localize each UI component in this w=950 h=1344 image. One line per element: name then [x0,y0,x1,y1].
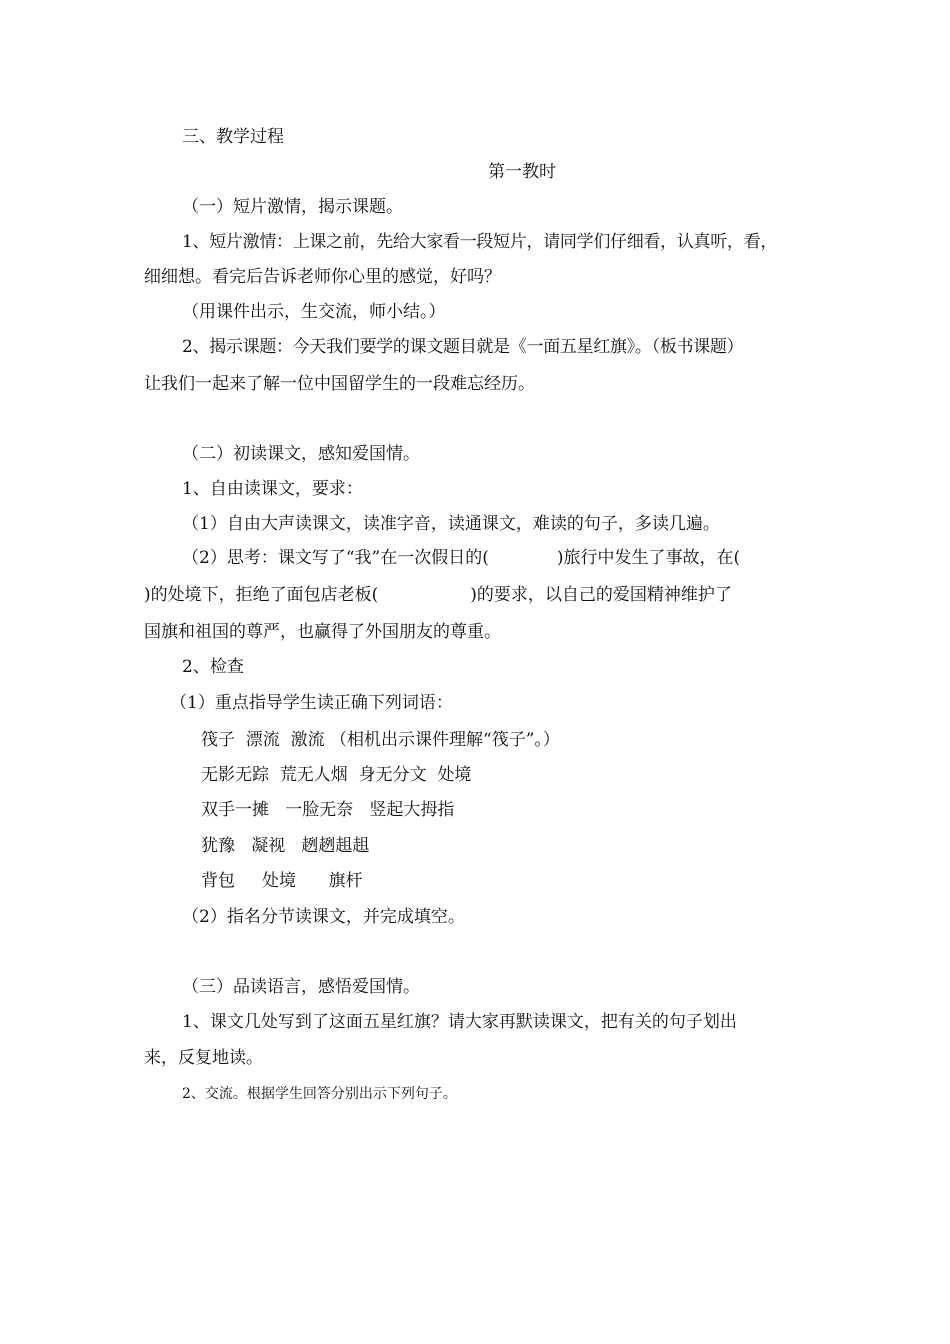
part1-item2-line2: 让我们一起来了解一位中国留学生的一段难忘经历。 [144,374,535,394]
part1-note: （用课件出示，生交流，师小结。） [182,302,446,322]
part2-req1: （1）自由大声读课文，读准字音，读通课文，难读的句子，多读几遍。 [182,514,720,534]
part1-item1-line1: 1、短片激情：上课之前，先给大家看一段短片，请同学们仔细看，认真听，看， [182,232,778,252]
req2-text-d: )的要求，以自己的爱国精神维护了 [470,585,732,605]
word-row: 犹豫 凝视 趔趔趄趄 [201,836,370,856]
part2-check1: （1）重点指导学生读正确下列词语： [170,693,453,713]
part2-heading: （二）初读课文，感知爱国情。 [182,444,420,464]
lesson-title: 第一教时 [488,162,556,182]
word-row: 背包 处境 旗杆 [201,871,363,891]
part3-item1-line1: 1、课文几处写到了这面五星红旗？请大家再默读课文，把有关的句子划出 [182,1012,737,1032]
req2-text-c: )的处境下，拒绝了面包店老板( [144,585,379,605]
part1-heading: （一）短片激情，揭示课题。 [182,197,403,217]
part3-heading: （三）品读语言，感悟爱国情。 [182,977,420,997]
part2-check2: （2）指名分节读课文，并完成填空。 [182,907,465,927]
part2-req2-line1 [182,547,740,569]
part2-item1: 1、自由读课文，要求： [182,479,363,499]
part1-item2-line1: 2、揭示课题：今天我们要学的课文题目就是《一面五星红旗》。（板书课题） [182,337,744,357]
part3-item1-line2: 来，反复地读。 [144,1048,263,1068]
part3-item2: 2、交流。根据学生回答分别出示下列句子。 [182,1086,457,1102]
req2-text-b: )旅行中发生了事故，在( [556,548,741,568]
part1-item1-line2: 细细想。看完后告诉老师你心里的感觉，好吗？ [144,267,501,287]
word-row: 无影无踪 荒无人烟 身无分文 处境 [201,765,472,785]
word-row: 筏子 漂流 激流 （相机出示课件理解“筏子”。） [201,730,560,750]
part2-req2-line2 [144,584,732,606]
part2-item2: 2、检查 [182,657,244,677]
word-row: 双手一摊 一脸无奈 竖起大拇指 [201,800,455,820]
part2-req2-line3: 国旗和祖国的尊严，也赢得了外国朋友的尊重。 [144,622,501,642]
req2-text-a: （2）思考：课文写了“我”在一次假日的( [182,548,489,568]
section-heading: 三、教学过程 [182,127,284,147]
